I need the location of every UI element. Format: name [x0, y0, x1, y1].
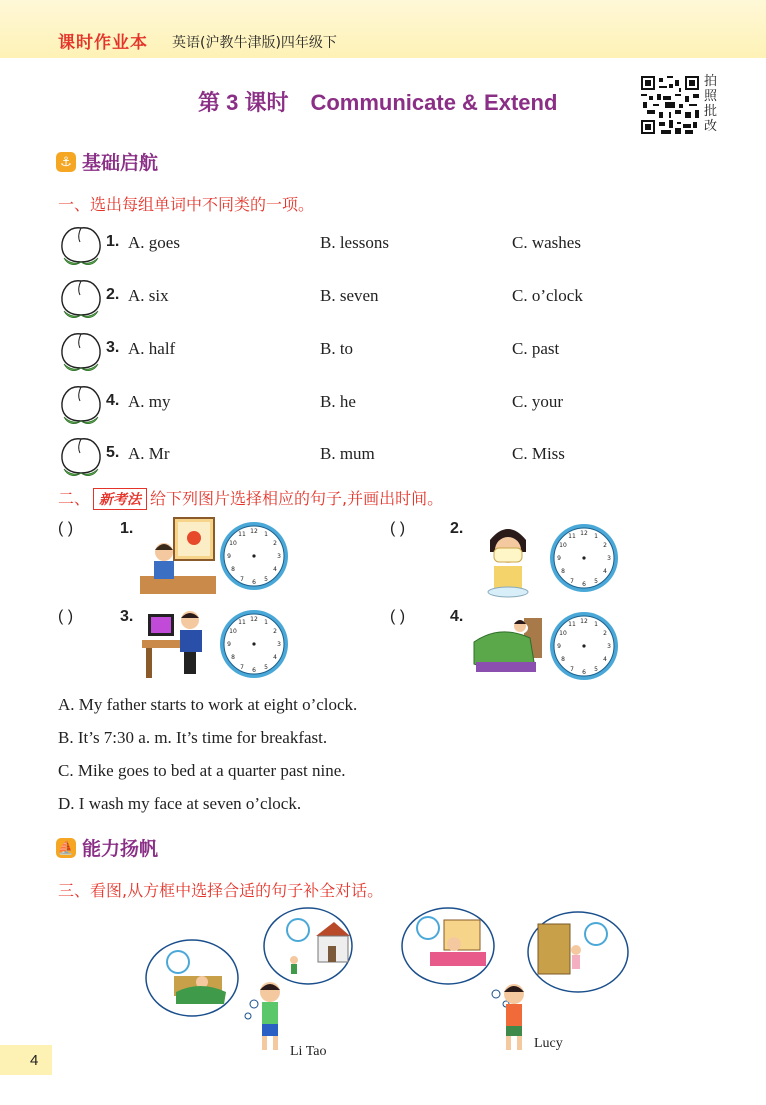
sentence-option: A. My father starts to work at eight o’clock.	[58, 695, 358, 714]
clock-face[interactable]	[218, 608, 290, 680]
answer-parens[interactable]: ( )	[390, 608, 406, 625]
page-number-band	[0, 1045, 52, 1075]
section-basic-label: 基础启航	[82, 152, 159, 174]
option-c: C. washes	[512, 233, 581, 252]
section-basic	[56, 148, 158, 175]
part1-instruction: 一、选出每组单词中不同类的一项。	[58, 195, 315, 214]
option-c: C. o’clock	[512, 286, 583, 305]
picture-number: 3.	[120, 608, 134, 625]
option-a: A. six	[128, 286, 169, 305]
question-number: 3.	[106, 339, 120, 356]
clock-face[interactable]	[548, 610, 620, 682]
lesson-label: 第 3 课时	[198, 90, 289, 115]
boy-in-bed-picture	[470, 612, 546, 678]
part2-text: 给下列图片选择相应的句子,并画出时间。	[150, 489, 444, 508]
section-ability-label: 能力扬帆	[82, 838, 159, 860]
option-c: C. your	[512, 392, 563, 411]
book-brand: 课时作业本	[58, 33, 148, 52]
option-b: B. he	[320, 392, 356, 411]
option-b: B. to	[320, 339, 354, 358]
question-number: 5.	[106, 444, 120, 461]
book-subject: 英语(沪教牛津版)四年级下	[172, 35, 337, 51]
sentence-option: B. It’s 7:30 a. m. It’s time for breakfast.	[58, 728, 328, 747]
part2-prefix: 二、	[58, 489, 91, 508]
picture-number: 4.	[450, 608, 464, 625]
question-number: 4.	[106, 392, 120, 409]
li-tao-thought-scene	[144, 906, 368, 1060]
clock-face[interactable]	[548, 522, 620, 594]
answer-parens[interactable]: ( )	[58, 520, 74, 537]
part1-row	[60, 222, 700, 266]
option-a: A. my	[128, 392, 171, 411]
lucy-thought-scene	[400, 906, 632, 1056]
section-ability	[56, 834, 158, 861]
new-method-tag: 新考法	[93, 488, 147, 510]
picture-number: 1.	[120, 520, 134, 537]
part1-row	[60, 275, 700, 319]
name-label: Lucy	[534, 1036, 563, 1051]
part1-row	[60, 381, 700, 425]
picture-number: 2.	[450, 520, 464, 537]
sentence-option: C. Mike goes to bed at a quarter past nine.	[58, 761, 346, 780]
option-a: A. half	[128, 339, 176, 358]
sentence-option: D. I wash my face at seven o’clock.	[58, 794, 302, 813]
question-number: 2.	[106, 286, 120, 303]
option-c: C. Miss	[512, 444, 565, 463]
peach-answer-icon[interactable]	[60, 328, 102, 372]
lesson-topic: Communicate & Extend	[310, 90, 558, 115]
part1-row	[60, 433, 700, 477]
answer-parens[interactable]: ( )	[390, 520, 406, 537]
answer-parens[interactable]: ( )	[58, 608, 74, 625]
clock-face[interactable]	[218, 520, 290, 592]
man-at-computer-picture	[140, 606, 216, 680]
option-b: B. seven	[320, 286, 379, 305]
sail-icon: ⛵	[56, 838, 76, 858]
peach-answer-icon[interactable]	[60, 381, 102, 425]
qr-code-icon[interactable]	[641, 76, 699, 134]
part1-row	[60, 328, 700, 372]
anchor-icon: ⚓	[56, 152, 76, 172]
girl-washing-face-picture	[480, 522, 536, 598]
option-b: B. mum	[320, 444, 375, 463]
peach-answer-icon[interactable]	[60, 275, 102, 319]
option-a: A. goes	[128, 233, 180, 252]
name-label: Li Tao	[290, 1044, 327, 1059]
question-number: 1.	[106, 233, 120, 250]
qr-label: 拍照批改	[704, 74, 718, 134]
option-b: B. lessons	[320, 233, 389, 252]
page-title	[198, 86, 557, 117]
page-number: 4	[30, 1052, 39, 1069]
peach-answer-icon[interactable]	[60, 433, 102, 477]
part2-instruction	[58, 486, 443, 510]
option-c: C. past	[512, 339, 560, 358]
option-a: A. Mr	[128, 444, 170, 463]
man-at-table-picture	[138, 516, 218, 596]
part3-instruction: 三、看图,从方框中选择合适的句子补全对话。	[58, 881, 384, 900]
peach-answer-icon[interactable]	[60, 222, 102, 266]
